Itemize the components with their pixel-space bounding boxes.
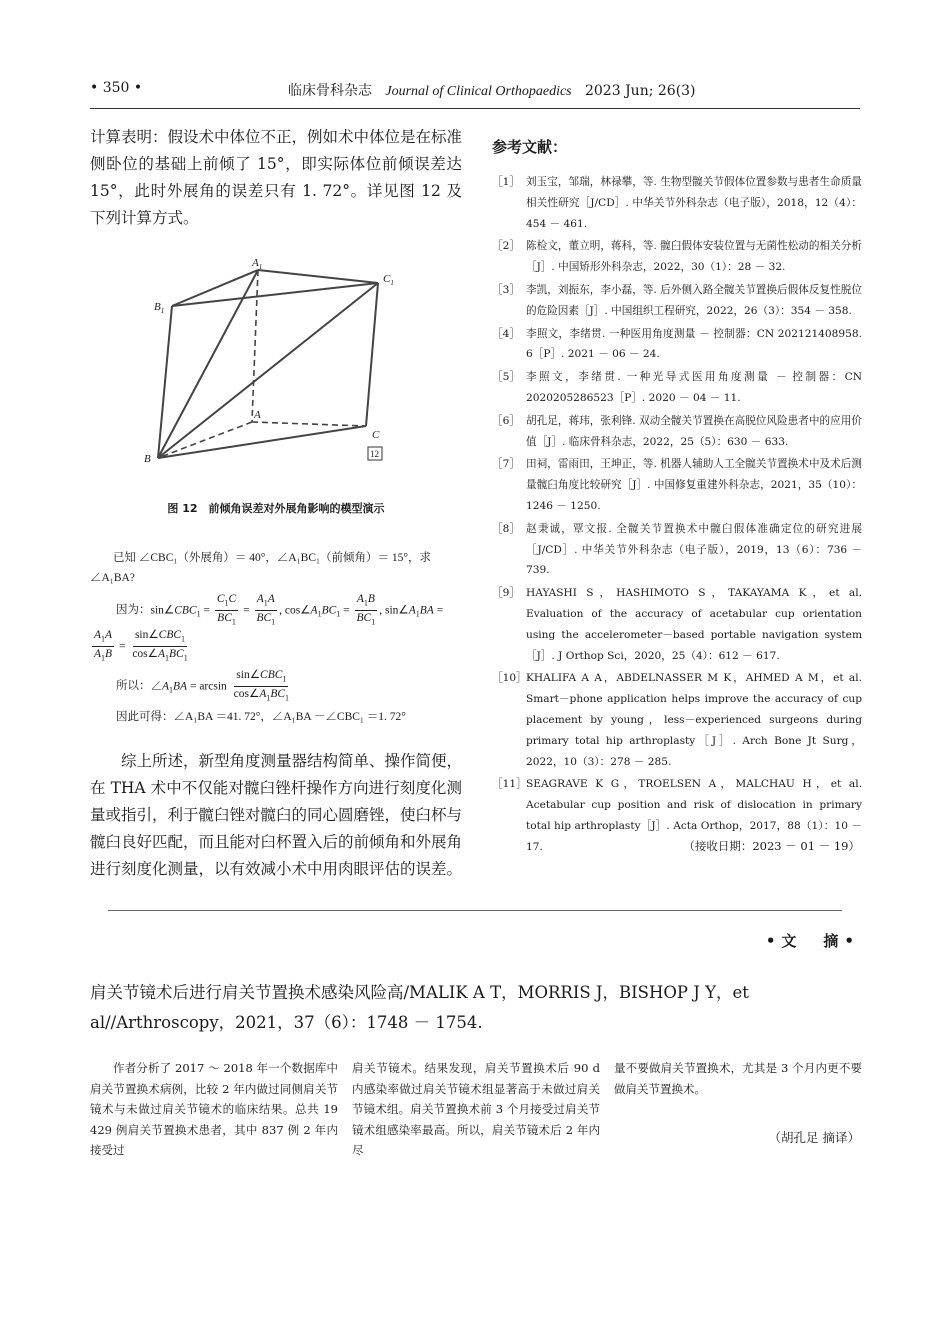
reference-number: ［6］ — [492, 414, 520, 427]
intro-paragraph — [90, 124, 462, 232]
label-b: B — [144, 453, 151, 464]
section-divider — [108, 910, 842, 911]
reference-number: ［11］ — [492, 778, 527, 791]
reference-item — [492, 236, 862, 278]
reference-item — [492, 583, 862, 666]
edge-b-c1 — [158, 283, 378, 458]
reference-item — [492, 280, 862, 322]
reference-text: 胡孔足，蒋玮，张利锋. 双动全髋关节置换在高脱位风险患者中的应用价值［J］. 临床骨科杂志，2022，25（5）：630 － 633. — [526, 414, 862, 448]
abstract-column-3: 量不要做肩关节置换术，尤其是 3 个月内更不要做肩关节置换术。 — [614, 1061, 862, 1096]
abstract-section-label: •文 摘• — [765, 932, 860, 950]
edge-c1-c — [366, 283, 378, 426]
reference-number: ［3］ — [492, 283, 520, 296]
reference-text: 赵秉诚，覃文报. 全髋关节置换术中髋臼假体准确定位的研究进展［J/CD］. 中华关节外科杂志（电子版），2019，13（6）：736 － 739. — [526, 522, 862, 577]
label-c: C — [372, 429, 380, 441]
reference-text: 李凯，刘振东，李小磊，等. 后外侧入路全髋关节置换后假体反复性脱位的危险因素［J］. 中国组织工程研究，2022，26（3）：354 － 358. — [526, 283, 862, 317]
reference-number: ［9］ — [492, 587, 520, 600]
reference-text: KHALIFA A A，ABDELNASSER M K，AHMED A M，et al. Smart－phone application helps improve the accuracy of cup placement by young，less－experienced surgeons during primary total hip arthroplasty［J］. Arch Bone Jt Surg，2022，10（3）：278 － 285. — [526, 672, 862, 768]
reference-text: 陈检文，董立明，蒋科，等. 髋臼假体安装位置与无菌性松动的相关分析［J］. 中国矫形外科杂志，2022，30（1）：28 － 32. — [526, 240, 862, 274]
math-given: 已知 ∠CBC₁（外展角）＝ 40°，∠A₁BC₁（前倾角）＝ 15°，求 ∠A₁BA? — [90, 552, 432, 584]
because-label: 因为： — [116, 604, 151, 617]
reference-text: 李照文，李绪贯. 一种光导式医用角度测量 － 控制器：CN 2020205286523［P］. 2020 － 04 － 11. — [526, 371, 862, 404]
abstract-column-2: 肩关节镜术。结果发现，肩关节置换术后 90 d 内感染率做过肩关节镜术组显著高于未做过肩关节镜术组。肩关节置换术前 3 个月接受过肩关节镜术组感染率最高。所以，肩关节镜术后 2 年内尽 — [352, 1061, 600, 1157]
label-b1: $B_1$ — [154, 301, 165, 315]
conclusion-text: 综上所述，新型角度测量器结构简单、操作简便，在 THA 术中不仅能对髋臼锉杆操作方向进行刻度化测量或指引，利于髋臼锉对髋臼的同心圆磨锉，使臼杯与髋臼良好匹配，而且能对臼杯置入后的前倾角和外展角进行刻度化测量，以有效减小术中用肉眼评估的误差。 — [90, 752, 463, 878]
reference-number: ［5］ — [492, 371, 520, 384]
math-so: 所以：$\angle A_1BA = \arcsin$ $\frac{\sin\angle CBC_1}{\cos\angle A_1BC_1}$ — [90, 668, 462, 706]
abstract-title: 肩关节镜术后进行肩关节置换术感染风险高/MALIK A T，MORRIS J，BISHOP J Y，et al//Arthroscopy，2021，37（6）：1748 － 1754. — [90, 983, 749, 1032]
intro-text: 计算表明：假设术中体位不正，例如术中体位是在标准侧卧位的基础上前倾了 15°，即实际体位前倾误差达 15°，此时外展角的误差只有 1. 72°。详见图 12 及下列计算方式。 — [90, 128, 463, 227]
figure-badge: 12 — [370, 449, 379, 459]
journal-title-en: Journal of Clinical Orthopaedics — [385, 84, 572, 99]
reference-text: 李照文，李绪贯. 一种医用角度测量 － 控制器：CN 202121408958. 6［P］. 2021 － 06 － 24. — [526, 327, 862, 361]
reference-number: ［10］ — [492, 672, 527, 685]
reference-item — [492, 454, 862, 516]
label-c1: $C_1$ — [383, 273, 394, 287]
edge-a-b-dashed — [158, 422, 252, 458]
frac-arcsin: $\frac{\sin\angle CBC_1}{\cos\angle A_1BC_1}$ — [233, 669, 290, 703]
reference-item — [492, 324, 862, 366]
prism-diagram — [140, 248, 410, 464]
math-because: 因为：$\sin\angle CBC_1$ = $\frac{C_1C}{BC_1}$ = $\frac{A_1A}{BC_1}$ , $\cos\angle A_1BC_1$ = $\frac{A_1B}{BC_1}$ , $\sin\angle A_1BA$ = — [90, 592, 462, 630]
reference-number: ［1］ — [492, 176, 520, 188]
journal-title-cn: 临床骨科杂志 — [288, 83, 372, 99]
edge-a-c-dashed — [252, 422, 366, 426]
reference-item — [492, 668, 862, 772]
abstract-translator: （胡孔足 摘译） — [768, 1130, 860, 1145]
frac-a1a-a1b: $\frac{A_1A}{A_1B}$ — [94, 629, 113, 663]
received-date: （接收日期：2023 － 01 － 19） — [683, 839, 860, 853]
reference-item — [492, 519, 862, 581]
figure-caption: 图 12 前倾角误差对外展角影响的模型演示 — [167, 502, 385, 515]
edge-b1-c1 — [172, 283, 378, 306]
edge-a1-a-dashed — [252, 270, 258, 422]
edge-b-c — [158, 426, 366, 458]
page-number: • 350 • — [90, 80, 143, 96]
figure-12 — [140, 248, 410, 464]
math-result: 因此可得：∠A₁BA ＝41. 72°，∠A₁BA －∠CBC₁ ＝1. 72° — [116, 711, 406, 723]
reference-number: ［2］ — [492, 240, 520, 253]
reference-text: HAYASHI S，HASHIMOTO S，TAKAYAMA K，et al. Evaluation of the accuracy of acetabular cup orientation using the accelerometer－based portable navigation system［J］. J Orthop Sci，2020，25（4）：612 － 617. — [526, 587, 862, 662]
journal-issue: 2023 Jun; 26(3) — [584, 83, 696, 99]
reference-text: SEAGRAVE K G，TROELSEN A，MALCHAU H，et al. Acetabular cup position and risk of dislocation in primary total hip arthroplasty［J］. Acta Orthop，2017，88（1）：10 － 17. — [526, 778, 862, 853]
reference-item — [492, 172, 862, 234]
references-list — [492, 172, 862, 860]
header-rule — [90, 108, 860, 109]
frac-c1c-bc1: $\frac{C_1C}{BC_1}$ — [216, 593, 237, 627]
references-heading: 参考文献： — [492, 138, 568, 156]
reference-item — [492, 367, 862, 409]
math-ratio: $\frac{A_1A}{A_1B}$ = $\frac{\sin\angle CBC_1}{\cos\angle A_1BC_1}$ — [90, 628, 462, 666]
so-label: 所以： — [116, 680, 151, 693]
conclusion-paragraph — [90, 748, 462, 883]
frac-a1a-bc1: $\frac{A_1A}{BC_1}$ — [256, 593, 276, 627]
edge-a1-c1 — [258, 270, 378, 283]
reference-item — [492, 411, 862, 453]
frac-a1b-bc1: $\frac{A_1B}{BC_1}$ — [356, 593, 376, 627]
reference-number: ［7］ — [492, 458, 520, 471]
reference-text: 刘玉宝，邹瑞，林禄攀，等. 生物型髋关节假体位置参数与患者生命质量相关性研究［J/CD］. 中华关节外科杂志（电子版），2018，12（4）：454 － 461. — [526, 176, 862, 230]
frac-sin-cos: $\frac{\sin\angle CBC_1}{\cos\angle A_1BC_1}$ — [132, 629, 188, 663]
reference-text: 田祠，雷雨田，王坤正，等. 机器人辅助人工全髋关节置换术中及术后测量髋臼角度比较研究［J］. 中国修复重建外科杂志，2021，35（10）：1246 － 1250. — [526, 458, 862, 512]
reference-number: ［4］ — [492, 327, 520, 340]
journal-title — [288, 80, 696, 100]
reference-number: ［8］ — [492, 522, 520, 535]
label-a: A — [254, 409, 261, 421]
abstract-column-1: 作者分析了 2017 ～ 2018 年一个数据库中肩关节置换术病例，比较 2 年内做过同侧肩关节镜术与未做过肩关节镜术的临床结果。总共 19 429 例肩关节置换术患者，其中 837 例 2 年内接受过 — [90, 1061, 338, 1157]
label-a1: $A_1$ — [252, 257, 263, 271]
running-header — [90, 80, 860, 102]
